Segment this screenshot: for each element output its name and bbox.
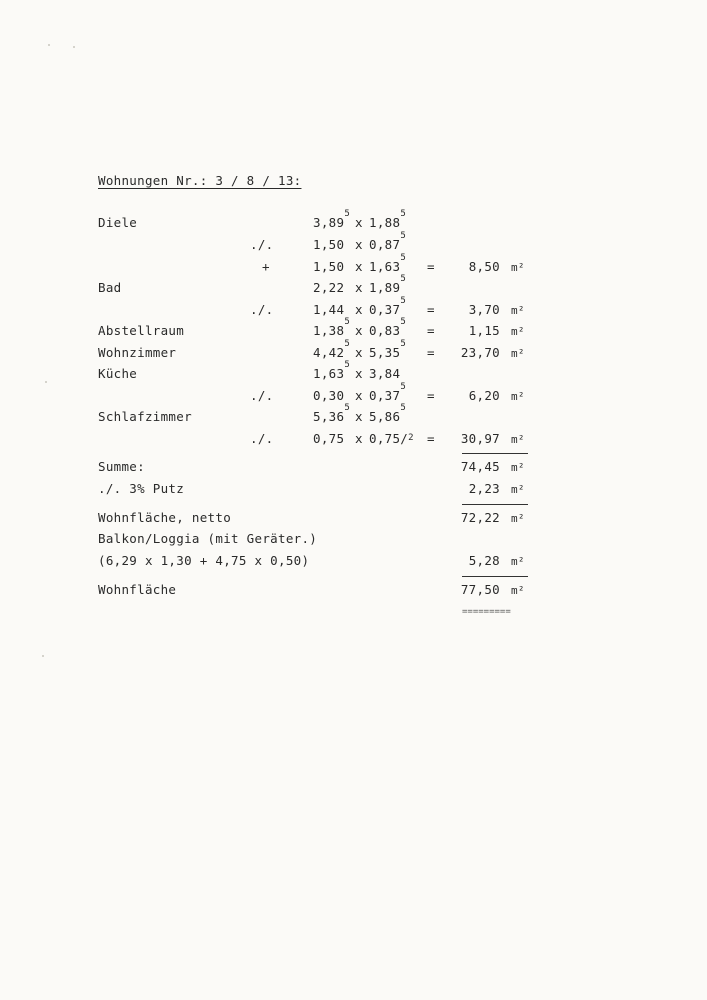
factor-b [369, 432, 414, 446]
operator-sign: ./. [250, 431, 274, 446]
unit-label: m² [511, 347, 525, 360]
area-result: 6,20 [468, 388, 500, 403]
factor-b-superscript: 5 [400, 209, 407, 219]
equals-sign: = [427, 388, 435, 403]
times-sign: x [355, 366, 363, 381]
area-result: 1,15 [468, 323, 500, 338]
unit-label: m² [511, 261, 525, 274]
factor-b [369, 367, 400, 381]
operator-sign: + [262, 259, 270, 274]
factor-a [313, 360, 351, 381]
factor-b-value: 1,88 [369, 215, 401, 230]
area-result: 8,50 [468, 259, 500, 274]
times-sign: x [355, 388, 363, 403]
factor-b-superscript: 5 [400, 317, 407, 327]
factor-b-value: 0,87 [369, 237, 401, 252]
summary-label: (6,29 x 1,30 + 4,75 x 0,50) [98, 553, 310, 568]
factor-b [369, 296, 407, 317]
factor-a-value: 3,89 [313, 215, 345, 230]
factor-a [313, 303, 344, 317]
summary-result: 72,22 [460, 510, 500, 525]
factor-b-value: 5,86 [369, 409, 401, 424]
room-label: Wohnzimmer [98, 345, 177, 360]
factor-a [313, 281, 344, 295]
factor-a-value: 0,75 [313, 431, 345, 446]
times-sign: x [355, 345, 363, 360]
times-sign: x [355, 302, 363, 317]
factor-a-value: 1,50 [313, 237, 345, 252]
factor-b-superscript: 5 [400, 253, 407, 263]
unit-label: m² [511, 390, 525, 403]
factor-a [313, 209, 351, 230]
operator-sign: ./. [250, 302, 274, 317]
paper-speck [73, 46, 75, 48]
factor-a-value: 4,42 [313, 345, 345, 360]
factor-a-superscript: 5 [344, 209, 351, 219]
factor-b-superscript: 5 [400, 274, 407, 284]
summary-label: Balkon/Loggia (mit Geräter.) [98, 531, 318, 546]
summary-label: Wohnfläche [98, 582, 177, 597]
factor-a [313, 389, 344, 403]
summary-label: ./. 3% Putz [98, 481, 185, 496]
factor-a-value: 5,36 [313, 409, 345, 424]
summary-label: Summe: [98, 459, 145, 474]
equals-sign: = [427, 345, 435, 360]
unit-label: m² [511, 584, 525, 597]
factor-b-value: 5,35 [369, 345, 401, 360]
area-result: 30,97 [460, 431, 500, 446]
unit-label: m² [511, 555, 525, 568]
factor-b-value: 1,63 [369, 259, 401, 274]
equals-sign: = [427, 302, 435, 317]
total-rule [462, 576, 528, 577]
times-sign: x [355, 215, 363, 230]
factor-b-value: 0,75/ [369, 431, 409, 446]
factor-b-superscript: 5 [400, 403, 407, 413]
double-underline: ========= [462, 607, 511, 617]
room-label: Schlafzimmer [98, 409, 192, 424]
factor-b-superscript: 5 [400, 382, 407, 392]
factor-b-superscript: 5 [400, 231, 407, 241]
factor-b-value: 3,84 [369, 366, 401, 381]
factor-a-superscript: 5 [344, 317, 351, 327]
factor-b-value: 1,89 [369, 280, 401, 295]
times-sign: x [355, 280, 363, 295]
factor-b-superscript: 5 [400, 296, 407, 306]
factor-b-value: 0,37 [369, 388, 401, 403]
factor-a [313, 260, 344, 274]
sum-rule [462, 453, 528, 454]
area-result: 3,70 [468, 302, 500, 317]
times-sign: x [355, 431, 363, 446]
summary-result: 77,50 [460, 582, 500, 597]
factor-b-value: 0,83 [369, 323, 401, 338]
factor-b [369, 253, 407, 274]
room-label: Diele [98, 215, 138, 230]
factor-b [369, 209, 407, 230]
operator-sign: ./. [250, 237, 274, 252]
times-sign: x [355, 237, 363, 252]
paper-speck [42, 655, 44, 657]
factor-a-value: 2,22 [313, 280, 345, 295]
factor-a [313, 317, 351, 338]
area-result: 23,70 [460, 345, 500, 360]
factor-b [369, 317, 407, 338]
room-label: Küche [98, 366, 138, 381]
net-rule [462, 504, 528, 505]
factor-b-superscript: 5 [400, 339, 407, 349]
summary-result: 2,23 [468, 481, 500, 496]
factor-b [369, 231, 407, 252]
equals-sign: = [427, 259, 435, 274]
summary-result: 5,28 [468, 553, 500, 568]
room-label: Abstellraum [98, 323, 185, 338]
factor-b [369, 339, 407, 360]
room-label: Bad [98, 280, 122, 295]
unit-label: m² [511, 483, 525, 496]
unit-label: m² [511, 304, 525, 317]
factor-a-value: 0,30 [313, 388, 345, 403]
factor-a [313, 339, 351, 360]
times-sign: x [355, 323, 363, 338]
times-sign: x [355, 409, 363, 424]
summary-label: Wohnfläche, netto [98, 510, 232, 525]
unit-label: m² [511, 461, 525, 474]
summary-result: 74,45 [460, 459, 500, 474]
equals-sign: = [427, 323, 435, 338]
factor-b-subscript: 2 [408, 433, 414, 443]
factor-b [369, 274, 407, 295]
unit-label: m² [511, 512, 525, 525]
factor-a-superscript: 5 [344, 403, 351, 413]
factor-a-superscript: 5 [344, 360, 351, 370]
paper-speck [45, 381, 47, 383]
factor-a-value: 1,44 [313, 302, 345, 317]
factor-a [313, 432, 344, 446]
page-heading: Wohnungen Nr.: 3 / 8 / 13: [98, 173, 302, 188]
factor-a-value: 1,63 [313, 366, 345, 381]
factor-a-value: 1,50 [313, 259, 345, 274]
unit-label: m² [511, 433, 525, 446]
unit-label: m² [511, 325, 525, 338]
operator-sign: ./. [250, 388, 274, 403]
factor-a [313, 238, 344, 252]
factor-a-value: 1,38 [313, 323, 345, 338]
factor-a [313, 403, 351, 424]
factor-b-value: 0,37 [369, 302, 401, 317]
factor-a-superscript: 5 [344, 339, 351, 349]
factor-b [369, 403, 407, 424]
factor-b [369, 382, 407, 403]
equals-sign: = [427, 431, 435, 446]
times-sign: x [355, 259, 363, 274]
paper-speck [48, 44, 50, 46]
